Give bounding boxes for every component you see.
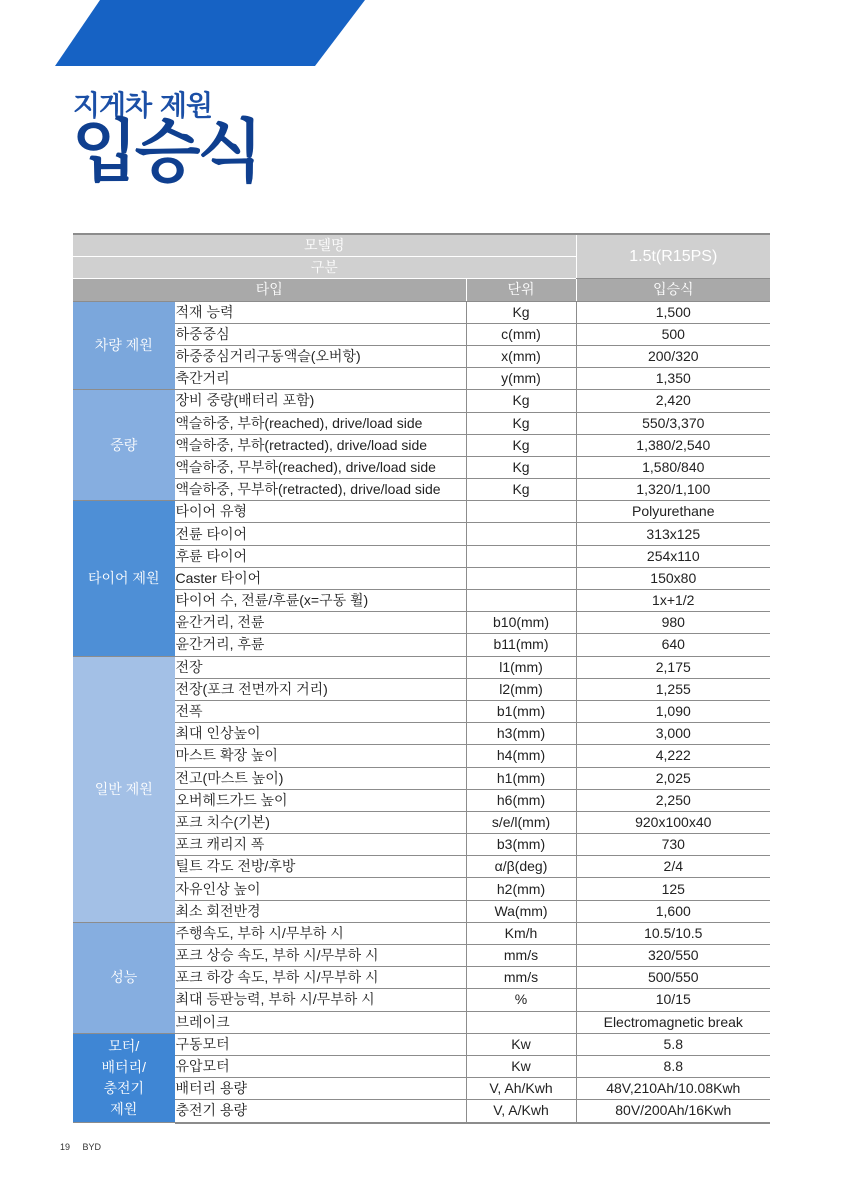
table-row [73, 1055, 770, 1077]
item-cell: 포크 캐리지 폭 [175, 834, 466, 856]
value-cell: 1,600 [576, 900, 770, 922]
value-cell: 1,350 [576, 368, 770, 390]
unit-cell: Km/h [466, 922, 576, 944]
table-row [73, 523, 770, 545]
item-cell: 최소 회전반경 [175, 900, 466, 922]
value-cell: 1,090 [576, 700, 770, 722]
item-cell: 포크 상승 속도, 부하 시/무부하 시 [175, 945, 466, 967]
unit-cell [466, 590, 576, 612]
item-cell: 적재 능력 [175, 301, 466, 323]
table-row [73, 900, 770, 922]
value-cell: Polyurethane [576, 501, 770, 523]
value-cell: 500/550 [576, 967, 770, 989]
table-row [73, 1011, 770, 1033]
value-cell: 10.5/10.5 [576, 922, 770, 944]
unit-cell: s/e/l(mm) [466, 811, 576, 833]
table-row [73, 811, 770, 833]
value-cell: 500 [576, 323, 770, 345]
item-cell: 틸트 각도 전방/후방 [175, 856, 466, 878]
value-cell: 200/320 [576, 345, 770, 367]
category-cell: 중량 [73, 390, 175, 501]
table-row [73, 545, 770, 567]
item-cell: 최대 등판능력, 부하 시/무부하 시 [175, 989, 466, 1011]
value-cell: 1,500 [576, 301, 770, 323]
table-row [73, 789, 770, 811]
unit-cell [466, 1011, 576, 1033]
value-cell: 920x100x40 [576, 811, 770, 833]
item-cell: 타이어 수, 전륜/후륜(x=구동 휠) [175, 590, 466, 612]
item-cell: 주행속도, 부하 시/무부하 시 [175, 922, 466, 944]
value-cell: 2/4 [576, 856, 770, 878]
value-cell: 1,320/1,100 [576, 479, 770, 501]
table-row [73, 612, 770, 634]
table-row [73, 479, 770, 501]
item-cell: 타이어 유형 [175, 501, 466, 523]
value-cell: 2,175 [576, 656, 770, 678]
model-label: 모델명 [73, 234, 576, 257]
spec-table-body [73, 301, 770, 1122]
item-cell: 액슬하중, 무부하(retracted), drive/load side [175, 479, 466, 501]
item-cell: 포크 하강 속도, 부하 시/무부하 시 [175, 967, 466, 989]
table-row [73, 700, 770, 722]
table-row [73, 323, 770, 345]
value-cell: 48V,210Ah/10.08Kwh [576, 1078, 770, 1100]
item-cell: 전장 [175, 656, 466, 678]
value-cell: 150x80 [576, 567, 770, 589]
item-cell: 전륜 타이어 [175, 523, 466, 545]
table-row [73, 723, 770, 745]
value-cell: 2,250 [576, 789, 770, 811]
item-cell: 전고(마스트 높이) [175, 767, 466, 789]
unit-cell: % [466, 989, 576, 1011]
value-cell: Electromagnetic break [576, 1011, 770, 1033]
value-cell: 313x125 [576, 523, 770, 545]
unit-cell: Kg [466, 301, 576, 323]
unit-cell: b10(mm) [466, 612, 576, 634]
unit-cell: x(mm) [466, 345, 576, 367]
item-cell: 전장(포크 전면까지 거리) [175, 678, 466, 700]
unit-cell: c(mm) [466, 323, 576, 345]
table-row [73, 678, 770, 700]
header-row-type [73, 279, 770, 301]
item-cell: 충전기 용량 [175, 1100, 466, 1123]
table-row [73, 456, 770, 478]
value-cell: 8.8 [576, 1055, 770, 1077]
unit-cell: h3(mm) [466, 723, 576, 745]
value-cell: 5.8 [576, 1033, 770, 1055]
model-value: 1.5t(R15PS) [576, 234, 770, 279]
value-cell: 640 [576, 634, 770, 656]
header-row-model [73, 234, 770, 257]
value-cell: 80V/200Ah/16Kwh [576, 1100, 770, 1123]
page-subtitle: 지게차 제원 [73, 89, 212, 122]
table-row [73, 967, 770, 989]
unit-cell: Kw [466, 1055, 576, 1077]
value-cell: 4,222 [576, 745, 770, 767]
item-cell: 장비 중량(배터리 포함) [175, 390, 466, 412]
table-row [73, 345, 770, 367]
table-row [73, 634, 770, 656]
unit-cell: Wa(mm) [466, 900, 576, 922]
unit-cell [466, 545, 576, 567]
item-cell: 최대 인상높이 [175, 723, 466, 745]
table-row [73, 945, 770, 967]
item-cell: 마스트 확장 높이 [175, 745, 466, 767]
value-cell: 3,000 [576, 723, 770, 745]
page-title: 입승식 [72, 113, 261, 192]
value-cell: 550/3,370 [576, 412, 770, 434]
value-cell: 2,420 [576, 390, 770, 412]
item-cell: 윤간거리, 후륜 [175, 634, 466, 656]
category-cell: 타이어 제원 [73, 501, 175, 656]
value-cell: 980 [576, 612, 770, 634]
category-cell: 성능 [73, 922, 175, 1033]
item-cell: 액슬하중, 부하(retracted), drive/load side [175, 434, 466, 456]
table-row [73, 368, 770, 390]
unit-cell: h6(mm) [466, 789, 576, 811]
category-label: 구분 [73, 257, 576, 279]
unit-cell [466, 523, 576, 545]
unit-cell: Kg [466, 456, 576, 478]
table-row [73, 412, 770, 434]
item-cell: 포크 치수(기본) [175, 811, 466, 833]
item-cell: 구동모터 [175, 1033, 466, 1055]
category-cell: 차량 제원 [73, 301, 175, 390]
item-cell: 전폭 [175, 700, 466, 722]
item-cell: 브레이크 [175, 1011, 466, 1033]
unit-cell: b1(mm) [466, 700, 576, 722]
table-row [73, 989, 770, 1011]
unit-cell: Kg [466, 412, 576, 434]
item-cell: 하중중심 [175, 323, 466, 345]
item-cell: 액슬하중, 무부하(reached), drive/load side [175, 456, 466, 478]
value-cell: 1,580/840 [576, 456, 770, 478]
unit-cell: b11(mm) [466, 634, 576, 656]
value-cell: 254x110 [576, 545, 770, 567]
item-cell: Caster 타이어 [175, 567, 466, 589]
table-row [73, 656, 770, 678]
unit-cell: b3(mm) [466, 834, 576, 856]
table-row [73, 767, 770, 789]
spec-table [73, 233, 770, 1124]
type-value: 입승식 [576, 279, 770, 301]
item-cell: 하중중심거리구동액슬(오버항) [175, 345, 466, 367]
page-number: 19 [60, 1142, 71, 1152]
table-row [73, 390, 770, 412]
banner-shape [55, 0, 365, 66]
unit-cell: l1(mm) [466, 656, 576, 678]
unit-cell: Kw [466, 1033, 576, 1055]
unit-cell: mm/s [466, 945, 576, 967]
item-cell: 자유인상 높이 [175, 878, 466, 900]
unit-cell [466, 567, 576, 589]
item-cell: 후륜 타이어 [175, 545, 466, 567]
brand-label: BYD [82, 1142, 102, 1152]
item-cell: 축간거리 [175, 368, 466, 390]
unit-cell: h2(mm) [466, 878, 576, 900]
type-label: 타입 [73, 279, 466, 301]
header-banner [0, 0, 850, 66]
table-row [73, 834, 770, 856]
value-cell: 1,255 [576, 678, 770, 700]
value-cell: 320/550 [576, 945, 770, 967]
page-footer [60, 1142, 111, 1152]
item-cell: 액슬하중, 부하(reached), drive/load side [175, 412, 466, 434]
value-cell: 1,380/2,540 [576, 434, 770, 456]
category-cell: 모터/ 배터리/ 충전기 제원 [73, 1033, 175, 1122]
item-cell: 오버헤드가드 높이 [175, 789, 466, 811]
value-cell: 10/15 [576, 989, 770, 1011]
unit-cell: V, Ah/Kwh [466, 1078, 576, 1100]
unit-cell: h4(mm) [466, 745, 576, 767]
unit-cell: α/β(deg) [466, 856, 576, 878]
table-row [73, 590, 770, 612]
table-row [73, 1078, 770, 1100]
unit-cell: V, A/Kwh [466, 1100, 576, 1123]
table-row [73, 856, 770, 878]
table-row [73, 1100, 770, 1123]
value-cell: 2,025 [576, 767, 770, 789]
unit-cell: y(mm) [466, 368, 576, 390]
category-cell: 일반 제원 [73, 656, 175, 922]
item-cell: 윤간거리, 전륜 [175, 612, 466, 634]
value-cell: 730 [576, 834, 770, 856]
unit-label: 단위 [466, 279, 576, 301]
unit-cell: Kg [466, 390, 576, 412]
table-row [73, 878, 770, 900]
table-row [73, 567, 770, 589]
table-row [73, 1033, 770, 1055]
table-row [73, 501, 770, 523]
table-row [73, 922, 770, 944]
table-row [73, 301, 770, 323]
unit-cell [466, 501, 576, 523]
unit-cell: l2(mm) [466, 678, 576, 700]
item-cell: 유압모터 [175, 1055, 466, 1077]
unit-cell: h1(mm) [466, 767, 576, 789]
table-row [73, 434, 770, 456]
table-row [73, 745, 770, 767]
value-cell: 1x+1/2 [576, 590, 770, 612]
item-cell: 배터리 용량 [175, 1078, 466, 1100]
unit-cell: Kg [466, 434, 576, 456]
unit-cell: Kg [466, 479, 576, 501]
unit-cell: mm/s [466, 967, 576, 989]
value-cell: 125 [576, 878, 770, 900]
